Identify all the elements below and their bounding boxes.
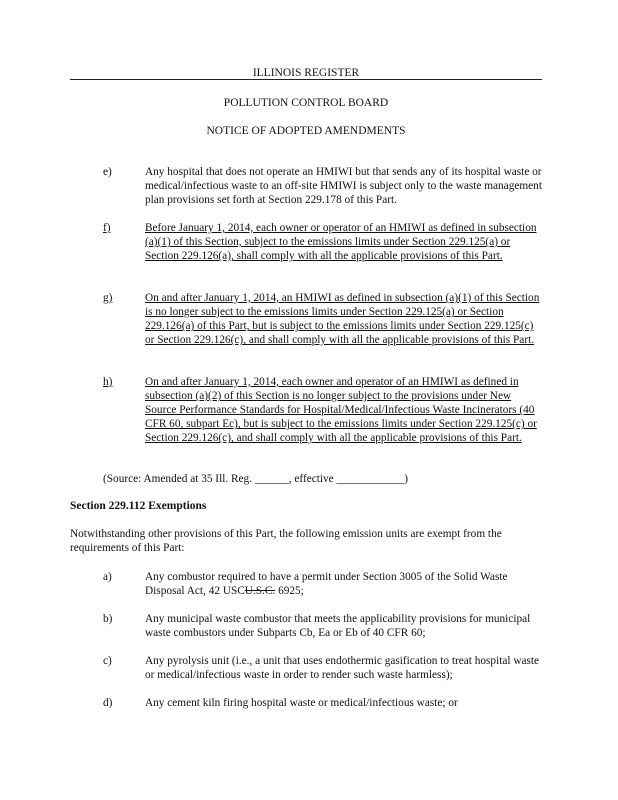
item-text [145,375,543,445]
item-text [145,221,543,263]
source-note: (Source: Amended at 35 Ill. Reg. ______, effective ____________) [103,473,409,485]
inserted-text: On and after January 1, 2014, an HMIWI as defined in subsection (a)(1) of this Section is no longer subject to the emissions limits under Section 229.125(a) or Section 229.126(a) of this Part, but is subject to the emissions limits under Section 229.125(c) or Section 229.126(c), and shall comply with all the applicable provisions of this Part. [145,292,540,347]
subsection-item [103,165,543,207]
section-heading: Section 229.112 Exemptions [70,500,207,512]
item-label: f) [103,222,111,234]
inserted-text: On and after January 1, 2014, each owner and operator of an HMIWI as defined in subsection (a)(2) of this Section is no longer subject to the provisions under New Source Performance Standards for Hospital/Medical/Infectious Waste Incinerators (40 CFR 60, subpart Ec), but is subject to the emissions limits under Section 229.125(c) or Section 229.126(c), and shall comply with all the applicable provisions of this Part. [145,376,537,445]
inserted-text: Before January 1, 2014, each owner or operator of an HMIWI as defined in subsection (a)(1) of this Section, subject to the emissions limits under Section 229.125(a) or Section 229.126(a), shall comply with all the applicable provisions of this Part. [145,222,537,263]
agency-name: POLLUTION CONTROL BOARD [223,97,389,109]
item-label: e) [103,166,112,178]
deleted-text: U.S.C. [244,585,276,598]
item-text [145,612,543,640]
item-text-part: Any combustor required to have a permit under Section 3005 of the Solid Waste Disposal Act, 42 USC [145,571,508,598]
subsection-item [103,375,543,445]
item-label: c) [103,655,112,667]
exemption-item [103,570,543,598]
subsection-item [103,221,543,263]
header-rule [70,79,542,80]
notice-heading: NOTICE OF ADOPTED AMENDMENTS [206,125,406,137]
subsection-item [103,291,543,347]
item-label: g) [103,292,113,304]
item-label: b) [103,613,113,625]
exemption-item [103,696,543,710]
exemption-item [103,654,543,682]
item-text [145,654,543,682]
item-label: h) [103,376,113,388]
exemption-item [103,612,543,640]
item-text [145,570,543,598]
item-text-part: Any pyrolysis unit (i.e., a unit that uses endothermic gasification to treat hospital waste or medical/infectious waste in order to render such waste harmless); [145,655,540,682]
item-label: d) [103,697,113,709]
item-text [145,165,543,207]
item-text [145,291,543,347]
item-text [145,696,543,710]
register-title: ILLINOIS REGISTER [70,67,542,79]
item-label: a) [103,571,112,583]
item-text-part: Any cement kiln firing hospital waste or medical/infectious waste; or [145,697,458,709]
intro-paragraph: Notwithstanding other provisions of this Part, the following emission units are exempt from the requirements of this Part: [70,528,502,555]
item-text-part: 6925; [275,585,304,598]
item-text-part: Any hospital that does not operate an HMIWI but that sends any of its hospital waste or medical/infectious waste to an off-site HMIWI is subject only to the waste management plan provisions set forth at Section 229.178 of this Part. [145,166,542,207]
item-text-part: Any municipal waste combustor that meets the applicability provisions for municipal waste combustors under Subparts Cb, Ea or Eb of 40 CFR 60; [145,613,531,640]
